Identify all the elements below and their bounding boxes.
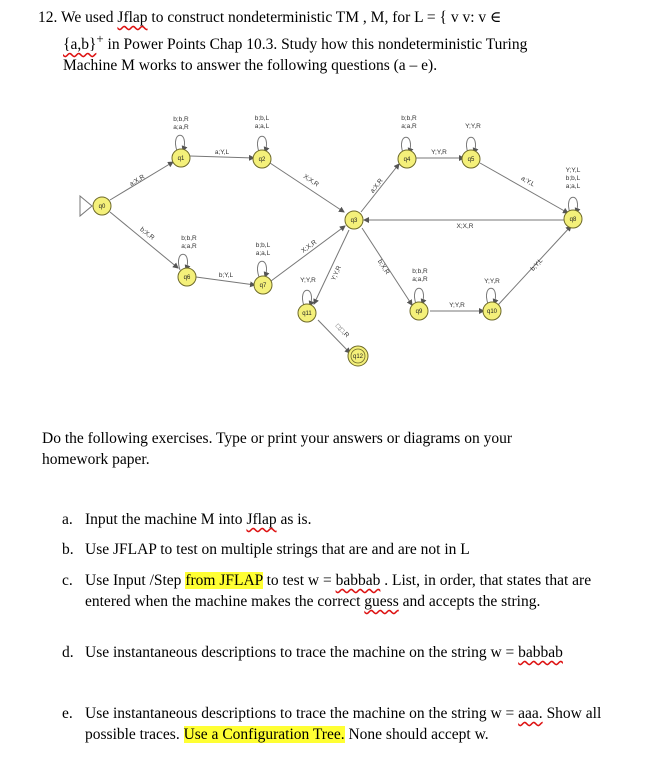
exercise-b: b. Use JFLAP to test on multiple strings that are and are not in L <box>62 541 470 558</box>
state-label-q9: q9 <box>415 309 423 315</box>
state-label-q7: q7 <box>259 283 267 289</box>
loop-label-q9-2: a;a,R <box>412 276 428 283</box>
edge-label-q3-q9: b;X,R <box>375 258 391 276</box>
loop-label-q11: Y;Y,R <box>300 277 316 284</box>
edge-label-q7-q3: X;X,R <box>300 238 319 255</box>
question-line-3: Machine M works to answer the following questions (a – e). <box>63 57 438 75</box>
loop-label-q4-2: a;a,R <box>401 123 417 130</box>
instructions: Do the following exercises. Type or print your answers or diagrams on your homework paper. <box>42 430 512 468</box>
state-label-q2: q2 <box>258 157 266 163</box>
state-label-q0: q0 <box>98 204 106 210</box>
state-label-q8: q8 <box>569 217 577 223</box>
state-label-q6: q6 <box>183 275 191 281</box>
question-line-1: 12. We used Jflap to construct nondeterministic TM , M, for L = { v v: v ∈ <box>38 9 502 26</box>
loop-q7 <box>257 261 266 277</box>
exercise-d: d. Use instantaneous descriptions to trace the machine on the string w = babbab <box>62 644 563 661</box>
state-label-q1: q1 <box>177 156 185 162</box>
edge-label-q10-q8: b;Y,L <box>529 257 545 273</box>
start-arrow-icon <box>80 196 92 216</box>
loop-label-q8-3: a;a,L <box>565 183 581 190</box>
jflap-word: Jflap <box>117 9 148 26</box>
exercise-c: c. Use Input /Step from JFLAP to test w = babbab . List, in order, that states that are entered when the machine makes the correct guess and accepts the string. <box>62 572 592 610</box>
loop-label-q4-1: b;b,R <box>401 115 417 122</box>
edge-q3-q4 <box>361 164 399 212</box>
state-label-q11: q11 <box>302 311 312 317</box>
highlight-from-jflap: from JFLAP <box>185 572 263 589</box>
state-label-q3: q3 <box>350 218 358 224</box>
edge-label-q5-q8: a;Y,L <box>519 175 536 189</box>
loop-label-q10: Y;Y,R <box>484 278 500 285</box>
exercise-a: a. Input the machine M into Jflap as is. <box>62 511 312 528</box>
edge-label-q1-q2: a;Y,L <box>214 149 230 156</box>
edge-label-q2-q3: X;X,R <box>301 173 320 189</box>
loop-label-q1-1: b;b,R <box>173 116 189 123</box>
loop-label-q7-1: b;b,L <box>255 242 271 249</box>
state-label-q5: q5 <box>467 157 475 163</box>
loop-label-q9-1: b;b,R <box>412 268 428 275</box>
state-label-q12: q12 <box>352 354 364 360</box>
loop-label-q2-1: b;b,L <box>254 115 270 122</box>
edge-label-q4-q5: Y;Y,R <box>431 149 447 156</box>
question-line-2: {a,b}+ in Power Points Chap 10.3. Study how this nondeterministic Turing <box>63 31 528 54</box>
state-label-q10: q10 <box>486 309 498 315</box>
loop-label-q6-1: b;b,R <box>181 235 197 242</box>
edge-q0-q6 <box>110 212 178 268</box>
edge-label-q11-q12: □;□,R <box>333 322 351 340</box>
state-label-q4: q4 <box>403 157 411 163</box>
loop-label-q7-2: a;a,L <box>255 250 271 257</box>
edge-label-q6-q7: b;Y,L <box>218 272 234 279</box>
loop-label-q2-2: a;a,L <box>254 123 270 130</box>
loop-label-q6-2: a;a,R <box>181 243 197 250</box>
edge-q1-q2 <box>190 156 254 158</box>
loop-label-q8-2: b;b,L <box>565 175 581 182</box>
exercise-e: e. Use instantaneous descriptions to trace the machine on the string w = aaa. Show all possible traces. Use a Configuration Tree. None should accept w. <box>62 705 602 743</box>
loop-label-q5: Y;Y,R <box>465 123 481 130</box>
edge-q5-q8 <box>480 163 568 213</box>
alphabet-set: {a,b} <box>63 36 97 54</box>
edge-q2-q3 <box>270 163 344 212</box>
highlight-configuration-tree: Use a Configuration Tree. <box>183 726 345 743</box>
edge-label-q3-q4: a;X,R <box>369 177 385 195</box>
loop-label-q8-1: Y;Y,L <box>565 167 581 174</box>
edge-q3-q11 <box>314 230 349 304</box>
edge-label-q0-q1: a;X,R <box>128 173 147 188</box>
loop-label-q1-2: a;a,R <box>173 124 189 131</box>
turing-machine-diagram <box>78 100 618 375</box>
question-text <box>38 7 638 76</box>
edge-label-q0-q6: b;X,R <box>138 226 156 242</box>
edge-label-q9-q10: Y;Y,R <box>449 302 465 309</box>
edge-label-q3-q11: Y;Y,R <box>330 264 344 282</box>
edge-label-q8-q3: X;X,R <box>456 223 474 230</box>
